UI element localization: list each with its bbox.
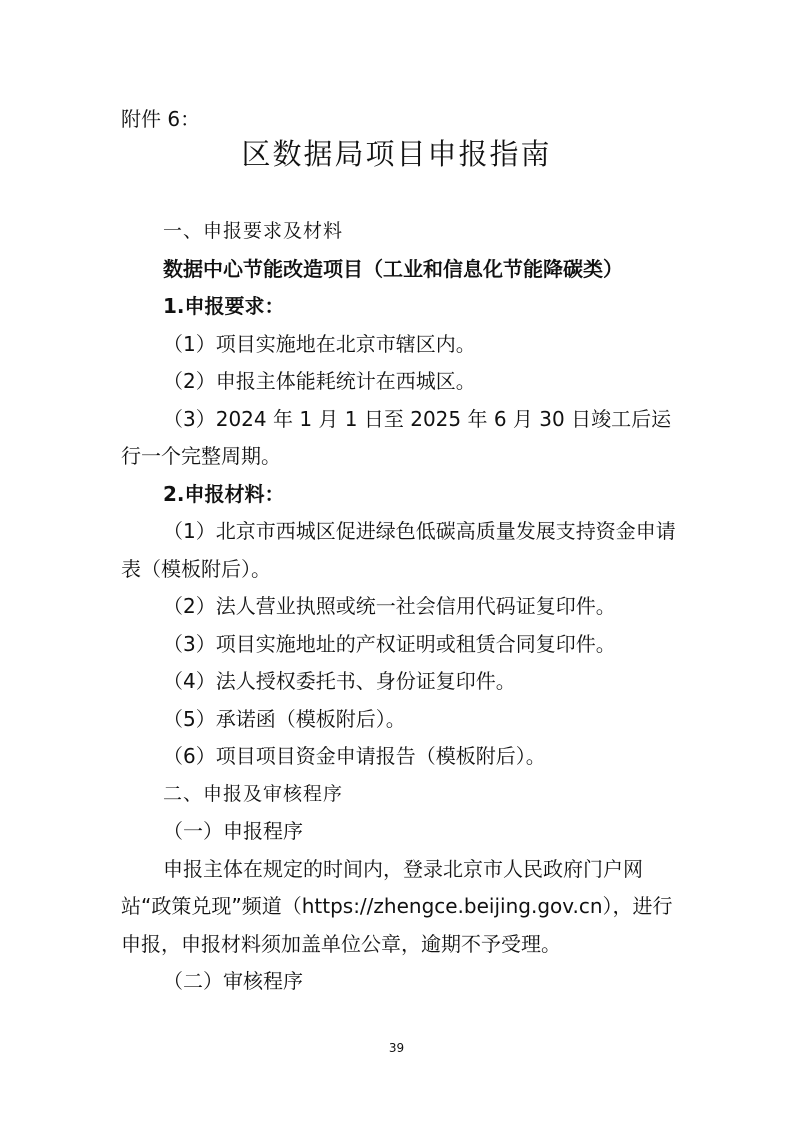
- material-item-1: （1）北京市西城区促进绿色低碳高质量发展支持资金申请表（模板附后）。: [121, 519, 676, 581]
- document-title: 区数据局项目申报指南: [241, 137, 552, 171]
- subheading-application-procedure: （一）申报程序: [163, 819, 303, 843]
- section-heading-requirements: 一、申报要求及材料: [163, 220, 344, 242]
- material-item-6: （6）项目项目资金申请报告（模板附后）。: [163, 744, 546, 768]
- requirements-heading: 1.申报要求：: [163, 294, 285, 318]
- document-body: [121, 213, 687, 1001]
- requirement-item-3: （3）2024 年 1 月 1 日至 2025 年 6 月 30 日竣工后运行一个完整周期。: [121, 406, 672, 468]
- requirement-item-2: （2）申报主体能耗统计在西城区。: [163, 369, 476, 393]
- page-number: 39: [388, 1041, 405, 1055]
- material-item-3: （3）项目实施地址的产权证明或租赁合同复印件。: [163, 631, 616, 656]
- material-item-4: （4）法人授权委托书、身份证复印件。: [163, 669, 516, 693]
- subheading-review-procedure: （二）审核程序: [163, 969, 303, 993]
- material-item-2: （2）法人营业执照或统一社会信用代码证复印件。: [163, 594, 616, 618]
- application-procedure-text: 申报主体在规定的时间内，登录北京市人民政府门户网站“政策兑现”频道（https://zhengce.beijing.gov.cn），进行申报，申报材料须加盖单位公章，逾期不予受理。: [121, 856, 673, 956]
- section-heading-procedure: 二、申报及审核程序: [163, 782, 344, 805]
- project-category-heading: 数据中心节能改造项目（工业和信息化节能降碳类）: [163, 256, 623, 281]
- material-item-5: （5）承诺函（模板附后）。: [163, 706, 406, 731]
- attachment-label: 附件 6：: [121, 107, 201, 131]
- requirement-item-1: （1）项目实施地在北京市辖区内。: [163, 331, 476, 356]
- materials-heading: 2.申报材料：: [163, 481, 285, 506]
